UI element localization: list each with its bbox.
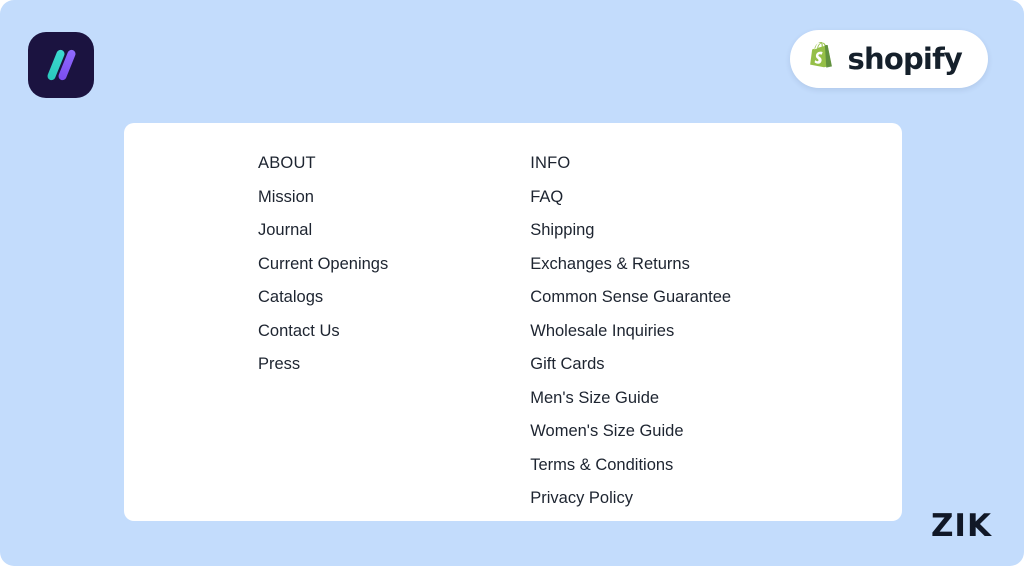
shopify-badge xyxy=(790,30,988,88)
footer-link-terms-conditions[interactable]: Terms & Conditions xyxy=(530,455,674,474)
shopify-bag-icon xyxy=(808,42,838,76)
logo-slashes-icon xyxy=(44,48,78,82)
zik-app-logo xyxy=(28,32,94,98)
zik-watermark: ZIK xyxy=(930,508,992,544)
footer-column-info xyxy=(530,155,731,507)
footer-link-journal[interactable]: Journal xyxy=(258,221,313,239)
footer-heading-about: ABOUT xyxy=(258,154,316,172)
footer-link-privacy-policy[interactable]: Privacy Policy xyxy=(530,489,633,507)
footer-heading-info: INFO xyxy=(530,154,571,172)
footer-card xyxy=(124,123,902,521)
footer-link-catalogs[interactable]: Catalogs xyxy=(258,288,324,306)
footer-link-faq[interactable]: FAQ xyxy=(530,187,564,206)
footer-link-contact-us[interactable]: Contact Us xyxy=(258,321,340,340)
footer-link-common-sense-guarantee[interactable]: Common Sense Guarantee xyxy=(530,288,732,306)
footer-link-shipping[interactable]: Shipping xyxy=(530,221,595,239)
footer-link-mission[interactable]: Mission xyxy=(258,187,314,206)
footer-link-current-openings[interactable]: Current Openings xyxy=(258,254,389,273)
footer-link-press[interactable]: Press xyxy=(258,355,301,373)
footer-link-wholesale-inquiries[interactable]: Wholesale Inquiries xyxy=(530,321,675,340)
footer-column-about xyxy=(258,155,388,507)
footer-columns xyxy=(258,155,731,507)
footer-link-mens-size-guide[interactable]: Men's Size Guide xyxy=(530,388,660,407)
footer-link-gift-cards[interactable]: Gift Cards xyxy=(530,355,605,373)
shopify-wordmark: shopify xyxy=(847,42,962,76)
footer-link-exchanges-returns[interactable]: Exchanges & Returns xyxy=(530,254,690,273)
footer-link-womens-size-guide[interactable]: Women's Size Guide xyxy=(530,422,684,440)
